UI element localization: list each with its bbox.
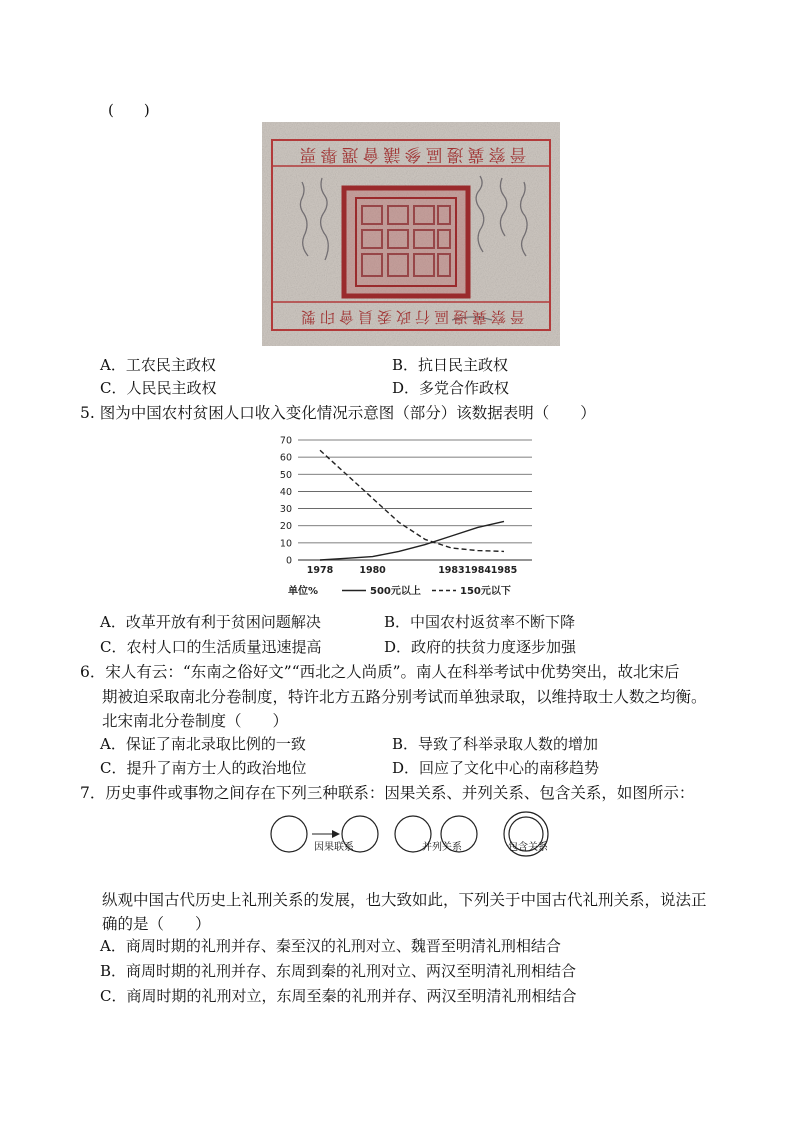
y-tick-label-70: 70 bbox=[279, 435, 292, 447]
chart-unit-label: 单位% bbox=[288, 586, 319, 597]
q4-option-a[interactable]: A．工农民主政权 bbox=[100, 356, 216, 374]
q4-option-c[interactable]: C．人民民主政权 bbox=[100, 379, 217, 397]
y-tick-label-10: 10 bbox=[279, 538, 292, 550]
x-tick-label-1984: 1984 bbox=[464, 565, 491, 576]
q7-option-c[interactable]: C．商周时期的礼刑对立，东周至秦的礼刑并存、两汉至明清礼刑相结合 bbox=[100, 987, 577, 1005]
q6-option-d[interactable]: D．回应了文化中心的南移趋势 bbox=[392, 759, 600, 777]
q6-option-a[interactable]: A．保证了南北录取比例的一致 bbox=[100, 735, 306, 753]
q5-stem: 5. 图为中国农村贫困人口收入变化情况示意图（部分）该数据表明（ ） bbox=[80, 404, 596, 422]
diagram-label-cause: 因果联系 bbox=[314, 842, 354, 853]
legend-label-1: 150元以下 bbox=[460, 586, 511, 597]
ballot-top-text: 晉察冀邊區參議會選舉票 bbox=[295, 144, 527, 164]
y-tick-label-30: 30 bbox=[279, 504, 292, 516]
q6-stem-line3: 北宋南北分卷制度（ ） bbox=[102, 712, 289, 730]
q4-answer-blank: ( ) bbox=[108, 101, 150, 119]
q6-stem-line2: 期被迫采取南北分卷制度，特许北方五路分别考试而单独录取，以维持取士人数之均衡。 bbox=[102, 688, 707, 706]
q6-option-b[interactable]: B．导致了科举录取人数的增加 bbox=[392, 735, 599, 753]
q5-option-d[interactable]: D．政府的扶贫力度逐步加强 bbox=[384, 638, 577, 656]
x-tick-label-1980: 1980 bbox=[359, 565, 386, 576]
x-tick-label-1978: 1978 bbox=[306, 565, 334, 576]
q5-option-c[interactable]: C．农村人口的生活质量迅速提高 bbox=[100, 638, 322, 656]
q7-stem-line2: 纵观中国古代历史上礼刑关系的发展，也大致如此，下列关于中国古代礼刑关系，说法正 bbox=[102, 891, 707, 909]
y-tick-label-60: 60 bbox=[279, 452, 292, 464]
y-tick-label-50: 50 bbox=[279, 469, 292, 481]
q4-option-b[interactable]: B．抗日民主政权 bbox=[392, 356, 509, 374]
series-line-1 bbox=[320, 450, 504, 551]
y-tick-label-20: 20 bbox=[279, 521, 292, 533]
poverty-income-chart bbox=[270, 424, 540, 604]
q7-stem: 7．历史事件或事物之间存在下列三种联系：因果关系、并列关系、包含关系，如图所示： bbox=[80, 784, 695, 802]
q5-option-a[interactable]: A．改革开放有利于贫困问题解决 bbox=[100, 613, 321, 631]
q5-option-b[interactable]: B．中国农村返贫率不断下降 bbox=[384, 613, 576, 631]
q6-option-c[interactable]: C．提升了南方士人的政治地位 bbox=[100, 759, 307, 777]
q6-stem-line1: 6．宋人有云：“东南之俗好文”“西北之人尚质”。南人在科举考试中优势突出，故北宋后 bbox=[80, 663, 680, 681]
series-line-0 bbox=[320, 521, 504, 560]
election-ballot-image bbox=[262, 122, 560, 346]
q4-option-d[interactable]: D．多党合作政权 bbox=[392, 379, 510, 397]
y-tick-label-0: 0 bbox=[285, 555, 292, 567]
cause-circle-left bbox=[271, 816, 307, 852]
x-tick-label-1985: 1985 bbox=[490, 565, 518, 576]
ballot-bottom-text: 晉察冀邊區行政委員會印製 bbox=[296, 308, 526, 326]
q7-option-b[interactable]: B．商周时期的礼刑并存、东周到秦的礼刑对立、两汉至明清礼刑相结合 bbox=[100, 962, 577, 980]
y-tick-label-40: 40 bbox=[279, 486, 292, 498]
legend-label-0: 500元以上 bbox=[370, 586, 421, 597]
diagram-label-contain: 包含关系 bbox=[508, 842, 548, 853]
q7-option-a[interactable]: A．商周时期的礼刑并存、秦至汉的礼刑对立、魏晋至明清礼刑相结合 bbox=[100, 937, 561, 955]
diagram-label-parallel: 并列关系 bbox=[422, 842, 462, 853]
x-tick-label-1983: 1983 bbox=[438, 565, 465, 576]
q7-stem-line3: 确的是（ ） bbox=[102, 915, 211, 933]
